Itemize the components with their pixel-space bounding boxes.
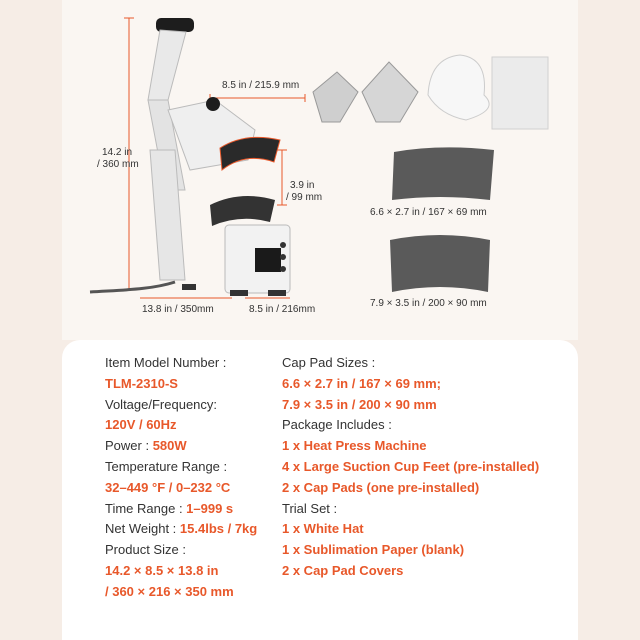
spec-line: 6.6 × 2.7 in / 167 × 69 mm; bbox=[282, 375, 441, 391]
power-cable bbox=[90, 282, 175, 292]
top-width-dimension-line bbox=[210, 94, 305, 102]
pad-cover-small bbox=[313, 72, 358, 122]
spec-line: 14.2 × 8.5 × 13.8 in bbox=[105, 562, 219, 578]
large-pad-size-label: 7.9 × 3.5 in / 200 × 90 mm bbox=[370, 298, 487, 309]
specs-right-column bbox=[282, 353, 539, 582]
white-hat bbox=[428, 55, 489, 120]
pad-cover-large bbox=[362, 62, 418, 122]
spec-line: Package Includes : bbox=[282, 417, 392, 433]
spec-line: 32–449 °F / 0–232 °C bbox=[105, 479, 231, 495]
spec-line: 120V / 60Hz bbox=[105, 417, 177, 433]
base-depth-label: 13.8 in / 350mm bbox=[142, 304, 214, 315]
height-label: 14.2 in bbox=[102, 147, 133, 158]
spec-line: Trial Set : bbox=[282, 500, 338, 516]
spec-line: 2 x Cap Pad Covers bbox=[282, 562, 404, 578]
cap-pad-small bbox=[392, 147, 494, 200]
gap-label: 3.9 in bbox=[290, 180, 315, 191]
spec-line: Item Model Number : bbox=[105, 355, 227, 370]
spec-line: TLM-2310-S bbox=[105, 375, 178, 391]
cap-pad-large bbox=[390, 235, 490, 292]
spec-line: 1 x Sublimation Paper (blank) bbox=[282, 542, 465, 558]
height-label-metric: / 360 mm bbox=[97, 159, 139, 170]
spec-line: 4 x Large Suction Cup Feet (pre-installed) bbox=[282, 458, 540, 474]
spec-line: / 360 × 216 × 350 mm bbox=[105, 583, 234, 599]
spec-line: 1 x Heat Press Machine bbox=[282, 438, 427, 454]
gap-label-metric: / 99 mm bbox=[286, 192, 323, 203]
spec-line: Cap Pad Sizes : bbox=[282, 355, 376, 370]
spec-line: Net Weight : 15.4lbs / 7kg bbox=[105, 521, 258, 537]
spec-line: Product Size : bbox=[105, 542, 186, 558]
spec-line: Temperature Range : bbox=[105, 458, 228, 474]
spec-line: 7.9 × 3.5 in / 200 × 90 mm bbox=[282, 396, 437, 412]
spec-line: 1 x White Hat bbox=[282, 521, 364, 537]
pressure-knob bbox=[206, 97, 220, 111]
sublimation-paper bbox=[492, 57, 548, 129]
small-pad-size-label: 6.6 × 2.7 in / 167 × 69 mm bbox=[370, 207, 487, 218]
spec-line: Time Range : 1–999 s bbox=[105, 500, 234, 516]
spec-line: Power : 580W bbox=[105, 438, 187, 454]
specs-left-column bbox=[105, 353, 257, 603]
control-display bbox=[255, 248, 281, 272]
base-width-label: 8.5 in / 216mm bbox=[249, 304, 316, 315]
lower-cap-pad bbox=[210, 196, 275, 226]
spec-line: Voltage/Frequency: bbox=[105, 396, 218, 412]
top-width-label: 8.5 in / 215.9 mm bbox=[222, 80, 300, 91]
spec-line: 2 x Cap Pads (one pre-installed) bbox=[282, 479, 480, 495]
